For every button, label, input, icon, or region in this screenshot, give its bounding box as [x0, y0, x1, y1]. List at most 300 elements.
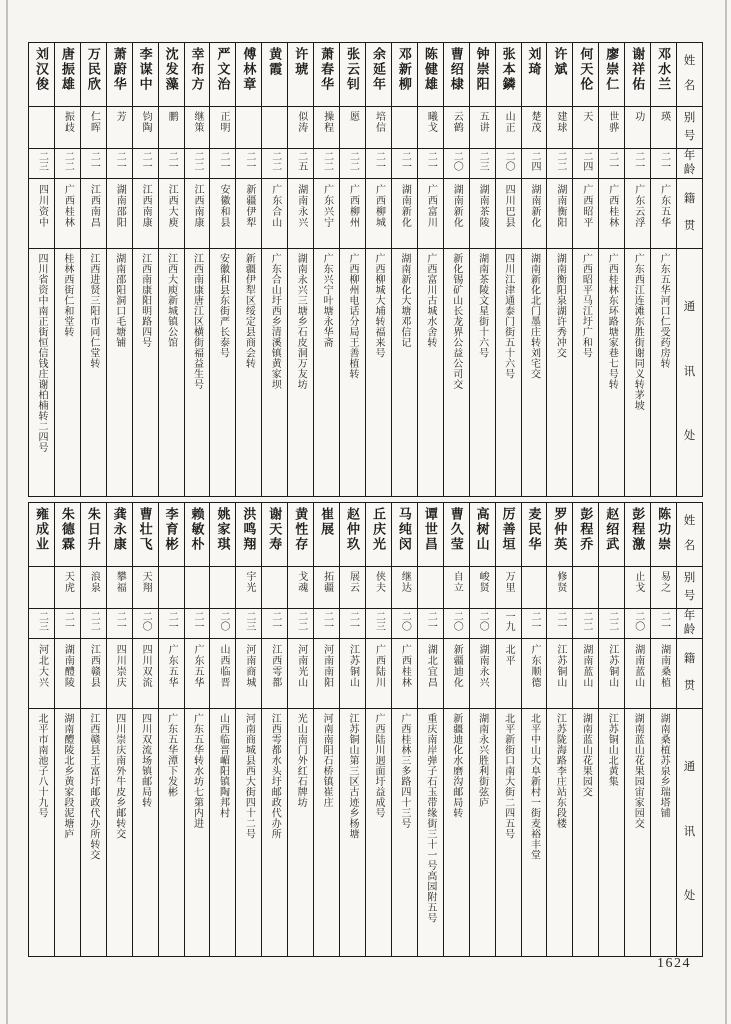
person-address: 湖南桑植苏泉乡瑞塔铺 [658, 713, 670, 818]
person-name: 曹久莹 [448, 507, 464, 552]
person-origin: 四川崇庆 [114, 644, 126, 688]
person-origin: 湖南醴陵 [62, 644, 74, 688]
person-address: 新疆迪化水磨沟邮局转 [450, 713, 462, 818]
person-column [598, 503, 624, 956]
person-age: 二五 [295, 151, 307, 171]
person-origin: 江苏铜山 [606, 644, 618, 688]
person-address: 湖南蓝山花果园交 [580, 713, 592, 797]
person-alias: 浪泉 [88, 571, 100, 593]
person-age: 二一 [632, 151, 644, 171]
person-name: 陈健雄 [422, 47, 438, 92]
person-origin: 江西大庾 [166, 184, 178, 228]
person-address: 广西昭平马江圩广和号 [580, 253, 592, 358]
person-column [158, 43, 184, 496]
row-header-column [676, 503, 702, 956]
person-name: 张本鏻 [500, 47, 516, 92]
person-age: 二一 [373, 151, 385, 171]
person-column [287, 503, 313, 956]
person-age: 二三 [36, 611, 48, 631]
person-column [80, 503, 106, 956]
person-address: 新化锡矿山长龙界公益公司交 [450, 253, 462, 390]
person-age: 二一 [88, 151, 100, 171]
person-origin: 广东云浮 [632, 184, 644, 228]
person-origin: 江西南康 [140, 184, 152, 228]
person-address: 湖南茶陵文星街十六号 [476, 253, 488, 358]
person-name: 唐振雄 [59, 47, 75, 92]
person-age: 二一 [347, 611, 359, 631]
person-column [184, 503, 210, 956]
person-column [158, 503, 184, 956]
person-age: 二一 [529, 611, 540, 631]
person-origin: 广西桂林 [62, 184, 74, 228]
person-origin: 广东五华 [658, 184, 670, 228]
person-name: 李育彬 [163, 507, 179, 552]
person-name: 高树山 [474, 507, 490, 552]
person-address: 四川双流场镇邮局转 [139, 713, 151, 808]
person-origin: 广东五华 [166, 644, 178, 688]
person-column [184, 43, 210, 496]
person-address: 北平新街口南大街二四五号 [502, 713, 514, 839]
person-name: 余延年 [370, 47, 386, 92]
row-header-name: 姓 名 [677, 43, 702, 107]
person-address: 山西临晋嵋阳镇陶邦村 [217, 713, 229, 818]
person-origin: 广西柳城 [373, 184, 385, 228]
person-name: 刘琦 [526, 47, 542, 77]
person-column [391, 43, 417, 496]
person-address: 湖南永兴三塘乡石皮洞万友坊 [295, 253, 307, 390]
person-name: 赵绍武 [604, 507, 620, 552]
person-column [391, 503, 417, 956]
person-age: 二〇 [451, 151, 463, 171]
person-name: 萧蔚华 [111, 47, 127, 92]
row-header-alias: 别 号 [677, 567, 702, 609]
person-origin: 广西陆川 [373, 644, 385, 688]
person-column [469, 43, 495, 496]
person-age: 二一 [425, 611, 437, 631]
person-age: 二一 [140, 151, 152, 171]
person-age: 二二 [554, 151, 566, 171]
person-address: 广东兴宁叶塘永华斋 [321, 253, 333, 348]
person-address: 湖南邵阳洞口毛塘铺 [113, 253, 125, 348]
person-address: 湖南永兴胜利街弦庐 [476, 713, 488, 808]
person-origin: 广东顺德 [529, 644, 540, 688]
person-name: 陈功崇 [656, 507, 672, 552]
person-column [106, 43, 132, 496]
person-origin: 四川双流 [140, 644, 152, 688]
person-origin: 安徽和县 [217, 184, 229, 228]
person-age: 二三 [243, 611, 255, 631]
person-alias: 操程 [321, 111, 333, 133]
person-address: 广东五华潭下发彬 [165, 713, 177, 797]
person-address: 江苏铜山第三区古迹乡杨塘 [347, 713, 359, 839]
person-name: 谢祥佑 [630, 47, 646, 92]
person-age: 二一 [166, 611, 178, 631]
person-alias: 鹏 [166, 111, 178, 122]
person-age: 二一 [658, 611, 670, 631]
person-age: 二二 [62, 151, 74, 171]
person-age: 二三 [477, 151, 489, 171]
person-alias: 振歧 [62, 111, 74, 133]
person-origin: 江西雩都 [269, 644, 281, 688]
person-name: 傅林章 [241, 47, 257, 92]
person-address: 重庆南岸弹子石玉带缘街三十一号高园附五号 [424, 713, 436, 923]
person-alias: 山正 [503, 111, 515, 133]
person-age: 二一 [658, 151, 670, 171]
person-age: 二一 [321, 611, 333, 631]
person-alias: 修贤 [554, 571, 566, 593]
person-age: 二一 [114, 151, 126, 171]
person-age: 二〇 [632, 611, 644, 631]
person-address: 江西赣县王富圩邮政代办所转交 [87, 713, 99, 860]
person-age: 二〇 [140, 611, 152, 631]
person-alias: 曦戈 [425, 111, 437, 133]
person-column [417, 43, 443, 496]
person-age: 二一 [114, 611, 126, 631]
person-column [521, 43, 547, 496]
person-name: 李谋中 [137, 47, 153, 92]
person-address: 广西柳城大埔转福来号 [372, 253, 384, 358]
person-column [650, 503, 676, 956]
person-age: 二二 [295, 611, 307, 631]
person-column [132, 503, 158, 956]
person-column [624, 503, 650, 956]
person-alias: 天虎 [62, 571, 74, 593]
person-age: 二一 [425, 151, 437, 171]
person-alias: 拓疆 [321, 571, 333, 593]
person-alias: 止戈 [632, 571, 644, 593]
person-address: 广西富川古城水舍转 [424, 253, 436, 348]
person-column [365, 43, 391, 496]
person-age: 二二 [88, 611, 100, 631]
person-age: 二四 [580, 151, 592, 171]
person-name: 马纯闵 [396, 507, 412, 552]
person-origin: 广东合山 [269, 184, 281, 228]
person-origin: 湖南永兴 [477, 644, 489, 688]
person-age: 二一 [217, 151, 229, 171]
person-address: 湖南新化大塘邓信记 [398, 253, 410, 348]
row-header-name: 姓 名 [677, 503, 702, 567]
person-name: 万民欣 [85, 47, 101, 92]
person-alias: 建球 [554, 111, 566, 133]
person-origin: 广西柳州 [347, 184, 359, 228]
person-alias: 似涛 [295, 111, 307, 133]
person-age: 二二 [606, 611, 618, 631]
person-age: 一九 [503, 611, 515, 631]
person-address: 广西陆川迥面圩益成号 [372, 713, 384, 818]
person-address: 江苏陇海路李庄站东段楼 [554, 713, 566, 829]
person-age: 二一 [399, 151, 411, 171]
person-name: 刘汉俊 [33, 47, 49, 92]
person-column [313, 43, 339, 496]
row-header-address: 通 讯 处 [683, 301, 696, 443]
person-address: 四川崇庆南外牛皮乡邮转交 [113, 713, 125, 839]
person-name: 谭世昌 [422, 507, 438, 552]
person-name: 廖崇仁 [604, 47, 620, 92]
person-name: 丘庆光 [370, 507, 386, 552]
person-origin: 湖南新化 [399, 184, 411, 228]
person-age: 二〇 [399, 611, 411, 631]
person-origin: 江西南康 [192, 184, 204, 228]
person-name: 谢天寿 [267, 507, 283, 552]
person-name: 麦民华 [526, 507, 542, 552]
person-name: 严文治 [215, 47, 231, 92]
person-address: 湖南新化北门墨庄转刘宅交 [528, 253, 540, 379]
person-origin: 四川巴县 [503, 184, 515, 228]
person-alias: 天翔 [140, 571, 152, 593]
person-column [209, 503, 235, 956]
person-address: 广西柳州电话分局王善植转 [347, 253, 359, 379]
person-name: 萧春华 [319, 47, 335, 92]
person-name: 邓新柳 [396, 47, 412, 92]
person-origin: 湖南衡阳 [554, 184, 566, 228]
person-column [650, 43, 676, 496]
person-origin: 广西富川 [425, 184, 437, 228]
person-age: 二〇 [477, 611, 489, 631]
person-origin: 河南南阳 [321, 644, 333, 688]
person-address: 河南南阳石桥镇崔庄 [321, 713, 333, 808]
person-age: 二〇 [217, 611, 229, 631]
person-name: 黄霞 [267, 47, 283, 77]
person-age: 二二 [269, 151, 281, 171]
person-alias: 天 [580, 111, 592, 122]
person-column [546, 503, 572, 956]
person-alias: 芳 [114, 111, 126, 122]
person-column [469, 503, 495, 956]
person-origin: 山西临晋 [217, 644, 229, 688]
person-column [54, 503, 80, 956]
person-origin: 四川资中 [36, 184, 48, 228]
person-origin: 江西赣县 [88, 644, 100, 688]
person-alias: 仁晖 [88, 111, 100, 133]
person-address: 广西桂林东环路塘家巷七号转 [606, 253, 618, 390]
person-alias: 自立 [451, 571, 463, 593]
person-column [624, 43, 650, 496]
person-name: 朱德霖 [59, 507, 75, 552]
person-column [495, 503, 521, 956]
person-origin: 河北大兴 [36, 644, 48, 688]
person-age: 二一 [606, 151, 618, 171]
person-name: 黄性存 [293, 507, 309, 552]
person-column [261, 503, 287, 956]
person-address: 江西进贤三阳市同仁堂转 [87, 253, 99, 369]
person-address: 江苏铜山北黄集 [606, 713, 618, 787]
person-column [521, 503, 547, 956]
person-age: 二一 [62, 611, 74, 631]
person-address: 四川省资中南正街恒信钱庄谢柏楠转二四号 [35, 253, 47, 453]
person-alias: 侠夫 [373, 571, 385, 593]
person-address: 广东西江连滩东胜街谢同义转茅坡 [632, 253, 644, 411]
person-address: 广东合山圩西乡清溪镇黄家坝 [269, 253, 281, 390]
person-name: 何天伦 [578, 47, 594, 92]
person-name: 沈发藻 [163, 47, 179, 92]
person-address: 四川江津通泰门街五十六号 [502, 253, 514, 379]
person-origin: 湖南蓝山 [632, 644, 644, 688]
person-column [339, 503, 365, 956]
person-name: 彭程乔 [578, 507, 594, 552]
person-address: 新疆伊犁区绥定县商会转 [243, 253, 255, 369]
person-name: 曹绍棣 [448, 47, 464, 92]
person-name: 幸布方 [189, 47, 205, 92]
person-alias: 功 [632, 111, 644, 122]
person-column [106, 503, 132, 956]
person-address: 河南商城县西大街四十二号 [243, 713, 255, 839]
person-age: 二二 [347, 151, 359, 171]
person-alias: 继策 [192, 111, 204, 133]
person-address: 光山南门外红石牌坊 [295, 713, 307, 808]
person-name: 曹壮飞 [137, 507, 153, 552]
person-origin: 广东兴宁 [321, 184, 333, 228]
person-age: 二〇 [503, 151, 515, 171]
person-age: 二三 [36, 151, 48, 171]
person-column [572, 503, 598, 956]
person-column [598, 43, 624, 496]
person-column [443, 43, 469, 496]
person-origin: 江西南昌 [88, 184, 100, 228]
person-age: 二二 [192, 151, 204, 171]
person-address: 湖南蓝山花果园宙家园交 [632, 713, 644, 829]
person-name: 许琥 [293, 47, 309, 77]
person-origin: 广东五华 [192, 644, 204, 688]
person-alias: 攀福 [114, 571, 126, 593]
row-header-age: 年 龄 [677, 149, 702, 179]
person-origin: 新疆迪化 [451, 644, 463, 688]
person-address: 江西大庾新城镇公馆 [165, 253, 177, 348]
person-column [209, 43, 235, 496]
person-origin: 广西桂林 [399, 644, 411, 688]
person-origin: 湖南新化 [529, 184, 540, 228]
scan-edge-right [725, 0, 727, 1024]
person-alias: 万里 [503, 571, 515, 593]
scan-edge-left [6, 0, 8, 1024]
person-address: 广西桂林三多路四十三号 [398, 713, 410, 829]
person-column [235, 43, 261, 496]
person-age: 二二 [580, 611, 592, 631]
person-column [417, 503, 443, 956]
person-name: 赵仲玖 [345, 507, 361, 552]
person-column [365, 503, 391, 956]
person-origin: 湖南茶陵 [477, 184, 489, 228]
person-alias: 培信 [373, 111, 385, 133]
person-column [495, 43, 521, 496]
person-address: 江西南康唐江区横街福益生号 [191, 253, 203, 390]
person-origin: 河南商城 [243, 644, 255, 688]
person-age: 二四 [529, 151, 540, 171]
person-alias: 瑛 [658, 111, 670, 122]
person-alias: 峻贤 [477, 571, 489, 593]
person-origin: 湖南蓝山 [580, 644, 592, 688]
person-origin: 河南光山 [295, 644, 307, 688]
person-column [287, 43, 313, 496]
person-name: 雍成业 [33, 507, 49, 552]
person-origin: 新疆伊犁 [243, 184, 255, 228]
person-origin: 湖南邵阳 [114, 184, 126, 228]
person-address: 北平中山大阜新村一街麦裕丰堂 [528, 713, 540, 860]
person-origin: 广西桂林 [606, 184, 618, 228]
person-alias: 楚茂 [529, 111, 540, 133]
person-alias: 宇光 [243, 571, 255, 593]
person-address: 广东五华河口仁受药房转 [658, 253, 670, 369]
person-name: 张云钊 [345, 47, 361, 92]
row-header-address: 通 讯 处 [683, 761, 696, 903]
person-name: 厉善垣 [500, 507, 516, 552]
person-alias: 世骅 [606, 111, 618, 133]
person-name: 龚永康 [111, 507, 127, 552]
person-column [29, 43, 54, 496]
person-alias: 钧陶 [140, 111, 152, 133]
bottom-directory-table [28, 502, 703, 957]
person-age: 二〇 [451, 611, 463, 631]
person-address: 江西雩都水头圩邮政代办所 [269, 713, 281, 839]
person-age: 二一 [192, 611, 204, 631]
person-name: 朱日升 [85, 507, 101, 552]
person-origin: 江苏铜山 [347, 644, 359, 688]
person-column [443, 503, 469, 956]
person-column [80, 43, 106, 496]
person-column [235, 503, 261, 956]
person-alias: 云鹤 [451, 111, 463, 133]
person-age: 二三 [373, 611, 385, 631]
person-age: 二一 [243, 151, 255, 171]
person-address: 桂林西街仁和堂转 [61, 253, 73, 337]
person-name: 钟崇阳 [474, 47, 490, 92]
row-header-origin: 籍 贯 [677, 639, 702, 709]
person-column [132, 43, 158, 496]
page-number: 1624 [657, 956, 691, 971]
person-column [29, 503, 54, 956]
person-age: 二一 [269, 611, 281, 631]
person-address: 北平市南池子八十九号 [35, 713, 47, 818]
person-origin: 江苏铜山 [554, 644, 566, 688]
person-alias: 展云 [347, 571, 359, 593]
person-name: 罗仲英 [552, 507, 568, 552]
person-name: 彭程激 [630, 507, 646, 552]
row-header-origin: 籍 贯 [677, 179, 702, 249]
person-alias: 五讲 [477, 111, 489, 133]
person-name: 姚家琪 [215, 507, 231, 552]
person-origin: 湖北宜昌 [425, 644, 437, 688]
person-alias: 戈魂 [295, 571, 307, 593]
person-name: 洪鸣翔 [241, 507, 257, 552]
person-name: 崔展 [319, 507, 335, 537]
person-column [339, 43, 365, 496]
person-origin: 湖南桑植 [658, 644, 670, 688]
row-header-age: 年 龄 [677, 609, 702, 639]
person-name: 赖敏朴 [189, 507, 205, 552]
person-address: 湖南衡阳泉湖许秀冲交 [554, 253, 566, 358]
person-address: 湖南醴陵北乡黄家段泥塘庐 [61, 713, 73, 839]
person-age: 二二 [321, 151, 333, 171]
person-origin: 广西昭平 [580, 184, 592, 228]
person-name: 邓水兰 [656, 47, 672, 92]
person-column [261, 43, 287, 496]
person-address: 安徽和县东街严长泰号 [217, 253, 229, 358]
top-directory-table [28, 42, 703, 497]
person-address: 广东五华转水坊七第内进 [191, 713, 203, 829]
row-header-alias: 别 号 [677, 107, 702, 149]
person-address: 江西南康阳明路四号 [139, 253, 151, 348]
person-alias: 愿 [347, 111, 359, 122]
person-age: 二一 [554, 611, 566, 631]
person-column [572, 43, 598, 496]
person-name: 许斌 [552, 47, 568, 77]
person-column [54, 43, 80, 496]
person-origin: 湖南永兴 [295, 184, 307, 228]
person-age: 二一 [166, 151, 178, 171]
person-column [313, 503, 339, 956]
person-column [546, 43, 572, 496]
person-alias: 易之 [658, 571, 670, 593]
person-alias: 继达 [399, 571, 411, 593]
